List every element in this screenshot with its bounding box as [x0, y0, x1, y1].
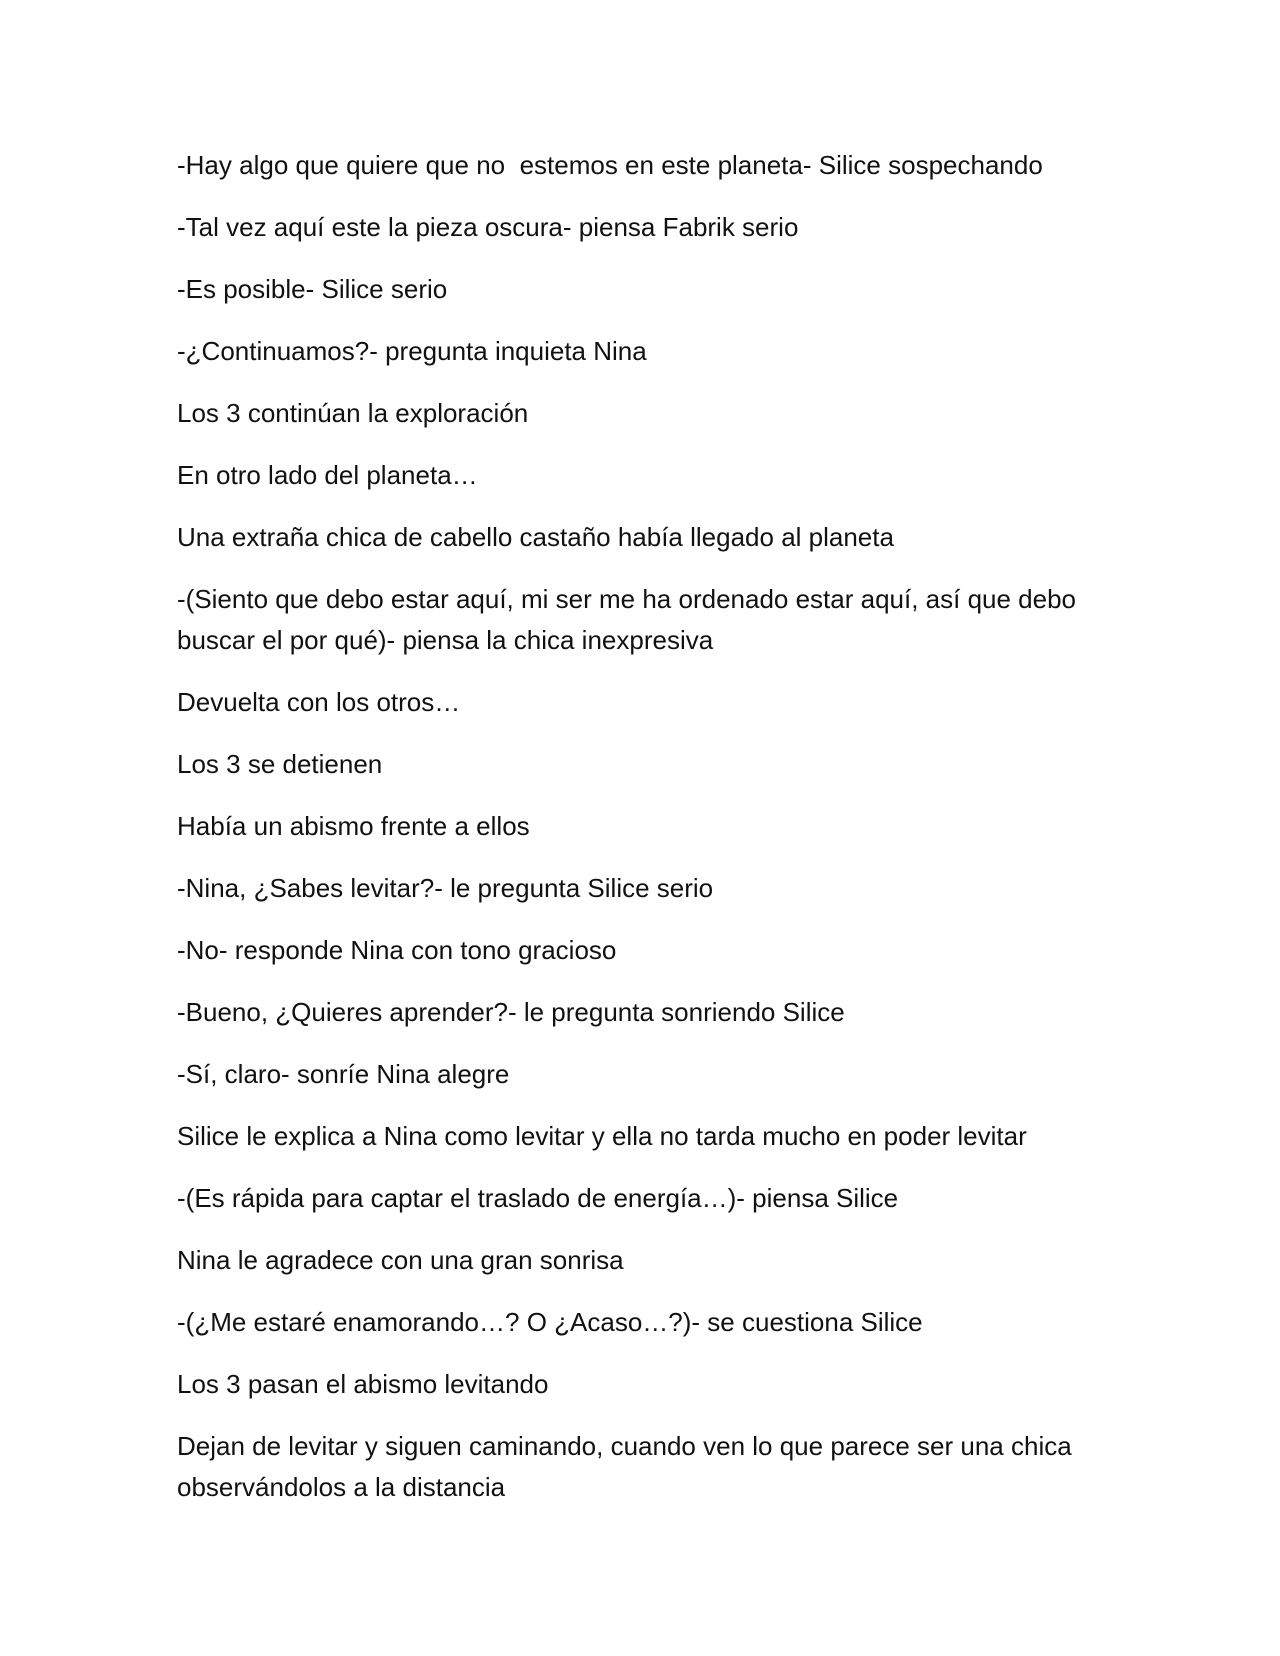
- document-body: [177, 145, 1107, 1529]
- paragraph: -(Siento que debo estar aquí, mi ser me ha ordenado estar aquí, así que debo buscar el por qué)- piensa la chica inexpresiva: [177, 584, 1084, 655]
- paragraph: -Sí, claro- sonríe Nina alegre: [177, 1059, 510, 1089]
- paragraph: Los 3 continúan la exploración: [177, 398, 529, 428]
- paragraph: -Hay algo que quiere que no estemos en este planeta- Silice sospechando: [177, 150, 1043, 180]
- paragraph: Había un abismo frente a ellos: [177, 811, 530, 841]
- paragraph: -¿Continuamos?- pregunta inquieta Nina: [177, 336, 647, 366]
- paragraph: Dejan de levitar y siguen caminando, cuando ven lo que parece ser una chica observándolos a la distancia: [177, 1431, 1079, 1502]
- paragraph: -(¿Me estaré enamorando…? O ¿Acaso…?)- se cuestiona Silice: [177, 1307, 923, 1337]
- paragraph: -Bueno, ¿Quieres aprender?- le pregunta sonriendo Silice: [177, 997, 845, 1027]
- paragraph: Silice le explica a Nina como levitar y ella no tarda mucho en poder levitar: [177, 1121, 1027, 1151]
- paragraph: Nina le agradece con una gran sonrisa: [177, 1245, 624, 1275]
- paragraph: -No- responde Nina con tono gracioso: [177, 935, 617, 965]
- paragraph: Los 3 se detienen: [177, 749, 383, 779]
- paragraph: Devuelta con los otros…: [177, 687, 461, 717]
- paragraph: -Nina, ¿Sabes levitar?- le pregunta Silice serio: [177, 873, 714, 903]
- paragraph: Los 3 pasan el abismo levitando: [177, 1369, 549, 1399]
- paragraph: -Es posible- Silice serio: [177, 274, 448, 304]
- paragraph: -(Es rápida para captar el traslado de energía…)- piensa Silice: [177, 1183, 899, 1213]
- paragraph: -Tal vez aquí este la pieza oscura- piensa Fabrik serio: [177, 212, 799, 242]
- paragraph: Una extraña chica de cabello castaño había llegado al planeta: [177, 522, 894, 552]
- paragraph: En otro lado del planeta…: [177, 460, 478, 490]
